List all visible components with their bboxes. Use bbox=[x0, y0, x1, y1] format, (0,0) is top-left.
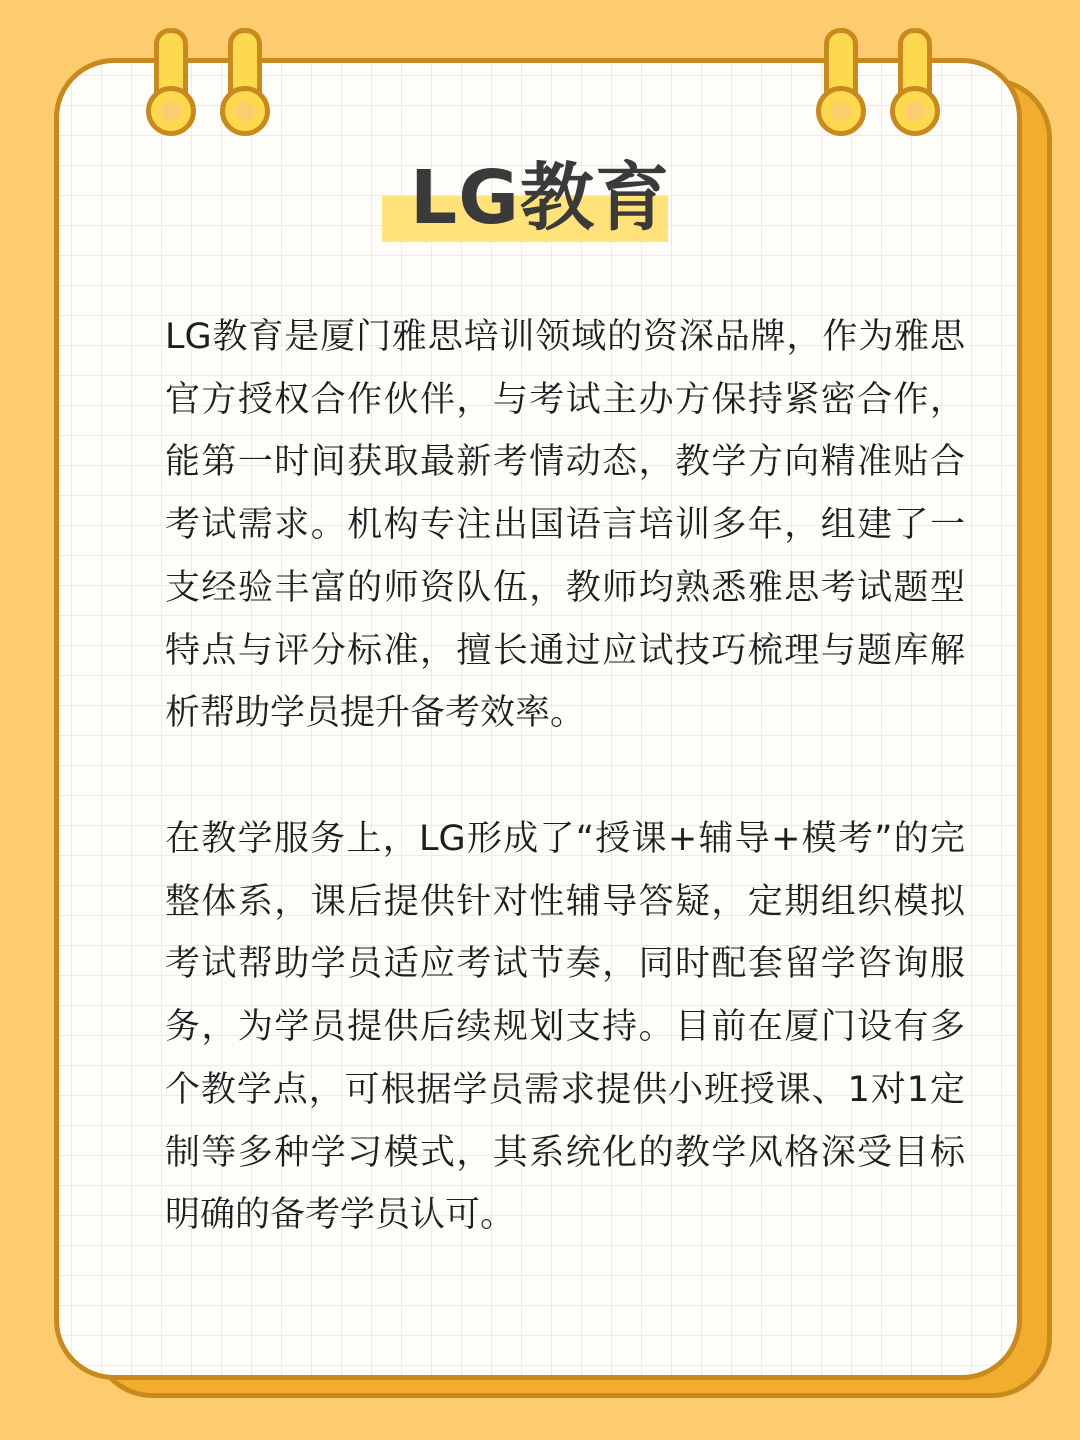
ring-base bbox=[890, 86, 940, 136]
page-title: LG教育 bbox=[410, 155, 670, 241]
ring-base bbox=[146, 86, 196, 136]
binder-ring-icon bbox=[892, 28, 938, 124]
binder-ring-icon bbox=[222, 28, 268, 124]
binder-ring-icon bbox=[148, 28, 194, 124]
ring-base bbox=[220, 86, 270, 136]
ring-base bbox=[816, 86, 866, 136]
paragraph-services: 在教学服务上，LG形成了“授课+辅导+模考”的完整体系，课后提供针对性辅导答疑，定期组织模拟考试帮助学员适应考试节奏，同时配套留学咨询服务，为学员提供后续规划支持。目前在厦门设有多个教学点，可根据学员需求提供小班授课、1对1定制等多种学习模式，其系统化的教学风格深受目标明确的备考学员认可。 bbox=[165, 819, 965, 1236]
title-container bbox=[0, 148, 1080, 248]
binder-ring-icon bbox=[818, 28, 864, 124]
paragraph-intro: LG教育是厦门雅思培训领域的资深品牌，作为雅思官方授权合作伙伴，与考试主办方保持紧密合作，能第一时间获取最新考情动态，教学方向精准贴合考试需求。机构专注出国语言培训多年，组建了一支经验丰富的师资队伍，教师均熟悉雅思考试题型特点与评分标准，擅长通过应试技巧梳理与题库解析帮助学员提升备考效率。 bbox=[165, 317, 965, 734]
